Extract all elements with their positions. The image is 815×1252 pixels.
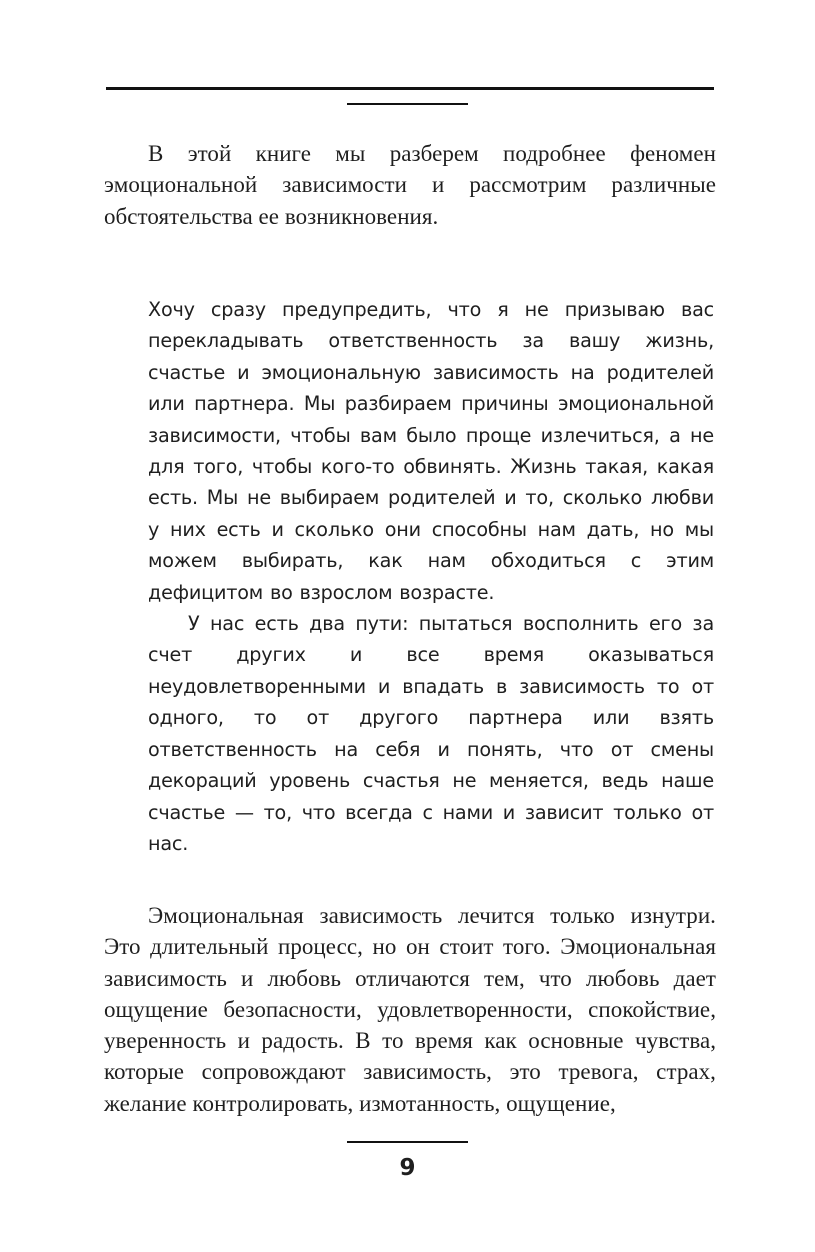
author-note-block [148,294,714,859]
main-paragraph-block [104,900,716,1119]
top-short-rule [347,103,468,105]
bottom-rule [347,1141,468,1143]
page-number: 9 [399,1155,416,1181]
main-paragraph: Эмоциональная зависимость лечится только изнутри. Это длительный процесс, но он стоит того. Эмоциональная зависимость и любовь отличаются тем, что любовь дает ощущение безопасности, удовлетворенности, спокойствие, уверенность и радость. В то время как основные чувства, которые сопровождают зависимость, это тревога, страх, желание контролировать, измотанность, ощущение, [104,903,716,1116]
intro-paragraph-block [104,138,716,232]
intro-paragraph: В этой книге мы разберем подробнее феномен эмоциональной зависимости и рассмотрим различные обстоятельства ее возникновения. [104,141,716,229]
top-rule [106,87,714,90]
note-paragraph-2: У нас есть два пути: пытаться восполнить его за счет других и все время оказываться неудовлетворенными и впадать в зависимость то от одного, то от другого партнера или взять ответственность на себя и понять, что от смены декораций уровень счастья не меняется, ведь наше счастье — то, что всегда с нами и зависит только от нас. [148,612,714,855]
note-paragraph-1: Хочу сразу предупредить, что я не призываю вас перекладывать ответственность за вашу жизнь, счастье и эмоциональную зависимость на родителей или партнера. Мы разбираем причины эмоциональной зависимости, чтобы вам было проще излечиться, а не для того, чтобы кого-то обвинять. Жизнь такая, какая есть. Мы не выбираем родителей и то, сколько любви у них есть и сколько они способны нам дать, но мы можем выбирать, как нам обходиться с этим дефицитом во взрослом возрасте. [148,298,714,604]
